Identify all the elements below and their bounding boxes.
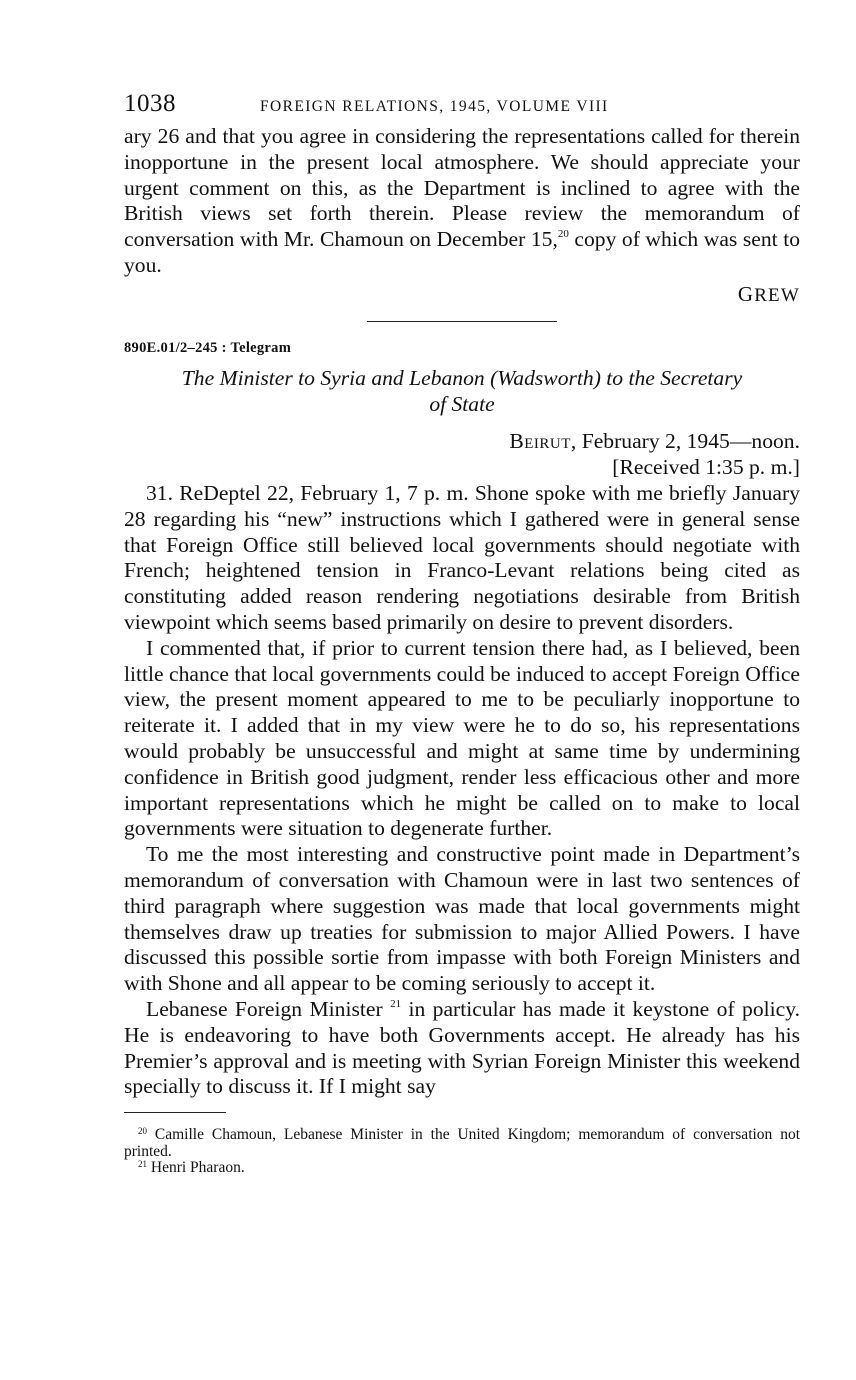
dateline-date: , February 2, 1945—noon. [570,429,800,454]
dateline [124,429,800,455]
continuation-text-end: copy of which was sent to you. [124,227,800,277]
footnote-ref-21[interactable]: 21 [390,997,402,1010]
page-header [124,88,800,124]
continuation-text: ary 26 and that you agree in considering the representations called for therein inopportune in the present local atmosphere. We should appreciate your urgent comment on this, as the Department is inclined to agree with the British views set forth therein. Please review the memorandum of conversation with Mr. Chamoun on December 15, [124,124,800,252]
footnote-number: 21 [138,1159,147,1170]
continuation-paragraph [124,124,800,279]
footnote-text: Henri Pharaon. [147,1159,245,1177]
document-page [124,88,800,1177]
signature: GREW [737,281,800,306]
running-head: FOREIGN RELATIONS, 1945, VOLUME VIII [260,98,609,115]
dateline-place: Beirut [509,429,571,454]
body-paragraph-2: I commented that, if prior to current tension there had, as I believed, been little chance that local governments could be induced to accept Foreign Office view, the present moment appeared to me to be peculiarly inopportune to reiterate it. I added that in my view were he to do so, his representations would probably be unsuccessful and might at same time by undermining confidence in British good judgment, render less efficacious other and more important representations which he might be called on to make to local governments were situation to degenerate further. [124,635,800,841]
footnote-ref-20[interactable]: 20 [557,228,569,241]
received-line: [Received 1:35 p. m.] [612,455,800,480]
file-reference: 890E.01/2–245 : Telegram [124,339,292,356]
footnote-text: Camille Chamoun, Lebanese Minister in the United Kingdom; memorandum of conversation not printed. [124,1126,800,1160]
section-divider [367,321,557,322]
body-paragraph-1: 31. ReDeptel 22, February 1, 7 p. m. Shone spoke with me briefly January 28 regarding his “new” instructions which I gathered were in general sense that Foreign Office still believed local governments should negotiate with French; heightened tension in Franco-Levant relations being cited as constituting added reason rendering negotiations desirable from British viewpoint which seems based primarily on desire to prevent disorders. [124,480,800,634]
page-number: 1038 [124,90,176,117]
footnote-rule [124,1112,226,1113]
document-title [124,366,800,418]
footnote-20 [124,1127,800,1160]
body-paragraph-4: Lebanese Foreign Minister $^{21}$ in particular has made it keystone of policy. He is endeavoring to have both Governments accept. He already has his Premier’s approval and is meeting with Syrian Foreign Minister this weekend specially to discuss it. If I might say [124,996,801,1099]
document-title-line-1: The Minister to Syria and Lebanon (Wadsworth) to the Secretary [181,365,743,390]
footnote-number: 20 [138,1126,147,1137]
document-title-line-2: of State [429,391,495,416]
footnote-21 [124,1160,800,1177]
body-paragraph-3: To me the most interesting and constructive point made in Department’s memorandum of conversation with Chamoun were in last two sentences of third paragraph where suggestion was made that local governments might themselves draw up treaties for submission to major Allied Powers. I have discussed this possible sortie from impasse with both Foreign Ministers and with Shone and all appear to be coming seriously to accept it. [124,842,800,996]
footnotes [124,1127,800,1177]
